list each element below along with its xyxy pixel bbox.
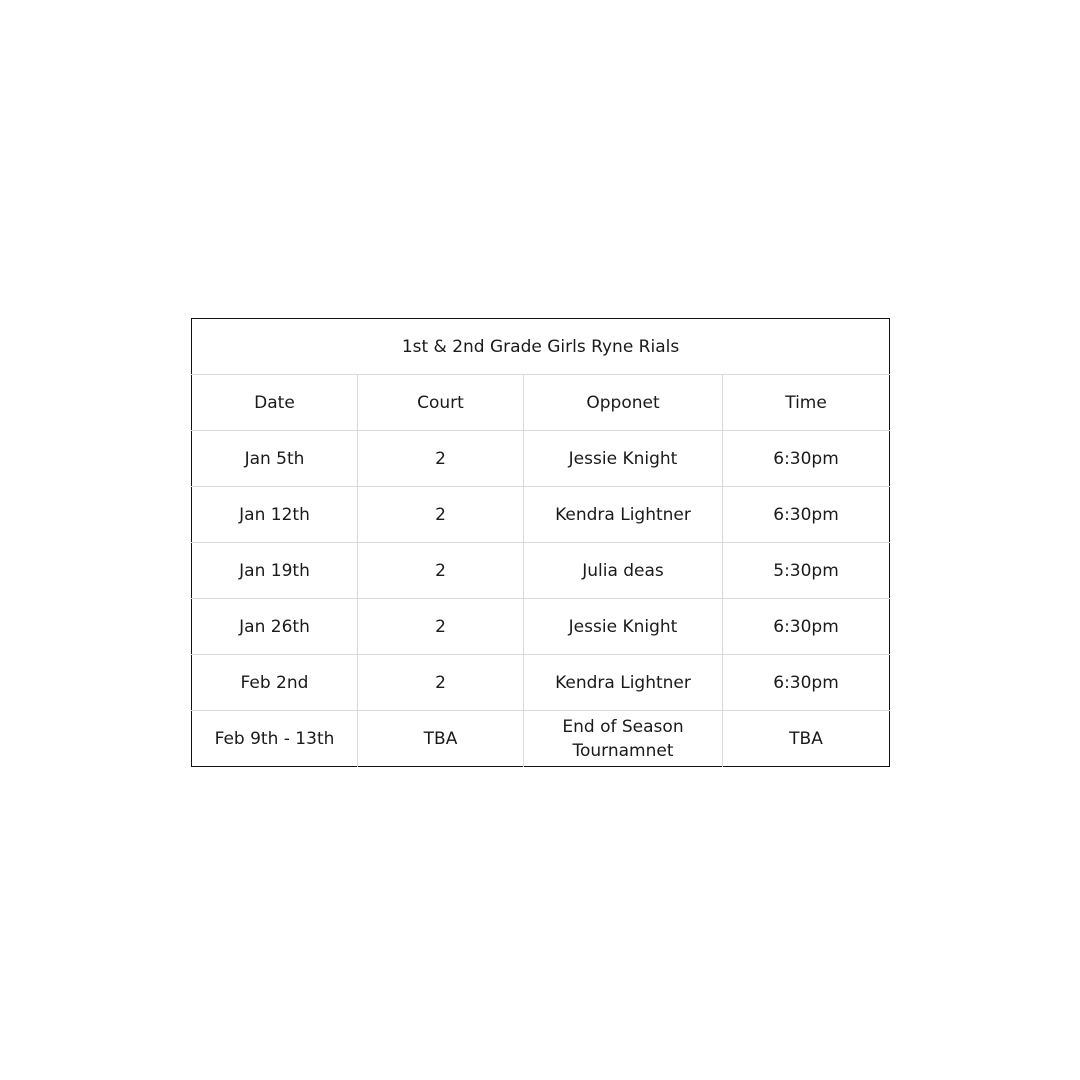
header-date: Date [192,375,358,431]
time-cell: 6:30pm [723,655,890,711]
date-cell: Feb 2nd [192,655,358,711]
table-row [192,711,890,767]
header-time: Time [723,375,890,431]
court-cell: 2 [358,655,524,711]
table-row [192,543,890,599]
header-court: Court [358,375,524,431]
date-cell: Feb 9th - 13th [192,711,358,767]
header-row [192,375,890,431]
opponent-cell: Jessie Knight [524,599,723,655]
time-cell: TBA [723,711,890,767]
header-opponent: Opponet [524,375,723,431]
court-cell: 2 [358,599,524,655]
table-row [192,655,890,711]
opponent-cell: Jessie Knight [524,431,723,487]
date-cell: Jan 5th [192,431,358,487]
opponent-cell: End of Season Tournamnet [524,711,723,767]
court-cell: TBA [358,711,524,767]
table-title: 1st & 2nd Grade Girls Ryne Rials [192,319,890,375]
title-row [192,319,890,375]
time-cell: 6:30pm [723,487,890,543]
date-cell: Jan 26th [192,599,358,655]
court-cell: 2 [358,431,524,487]
time-cell: 5:30pm [723,543,890,599]
date-cell: Jan 19th [192,543,358,599]
time-cell: 6:30pm [723,599,890,655]
opponent-cell: Kendra Lightner [524,487,723,543]
table-row [192,431,890,487]
time-cell: 6:30pm [723,431,890,487]
court-cell: 2 [358,487,524,543]
date-cell: Jan 12th [192,487,358,543]
table-row [192,487,890,543]
table-row [192,599,890,655]
schedule-table [191,318,890,767]
opponent-cell: Kendra Lightner [524,655,723,711]
opponent-cell: Julia deas [524,543,723,599]
court-cell: 2 [358,543,524,599]
